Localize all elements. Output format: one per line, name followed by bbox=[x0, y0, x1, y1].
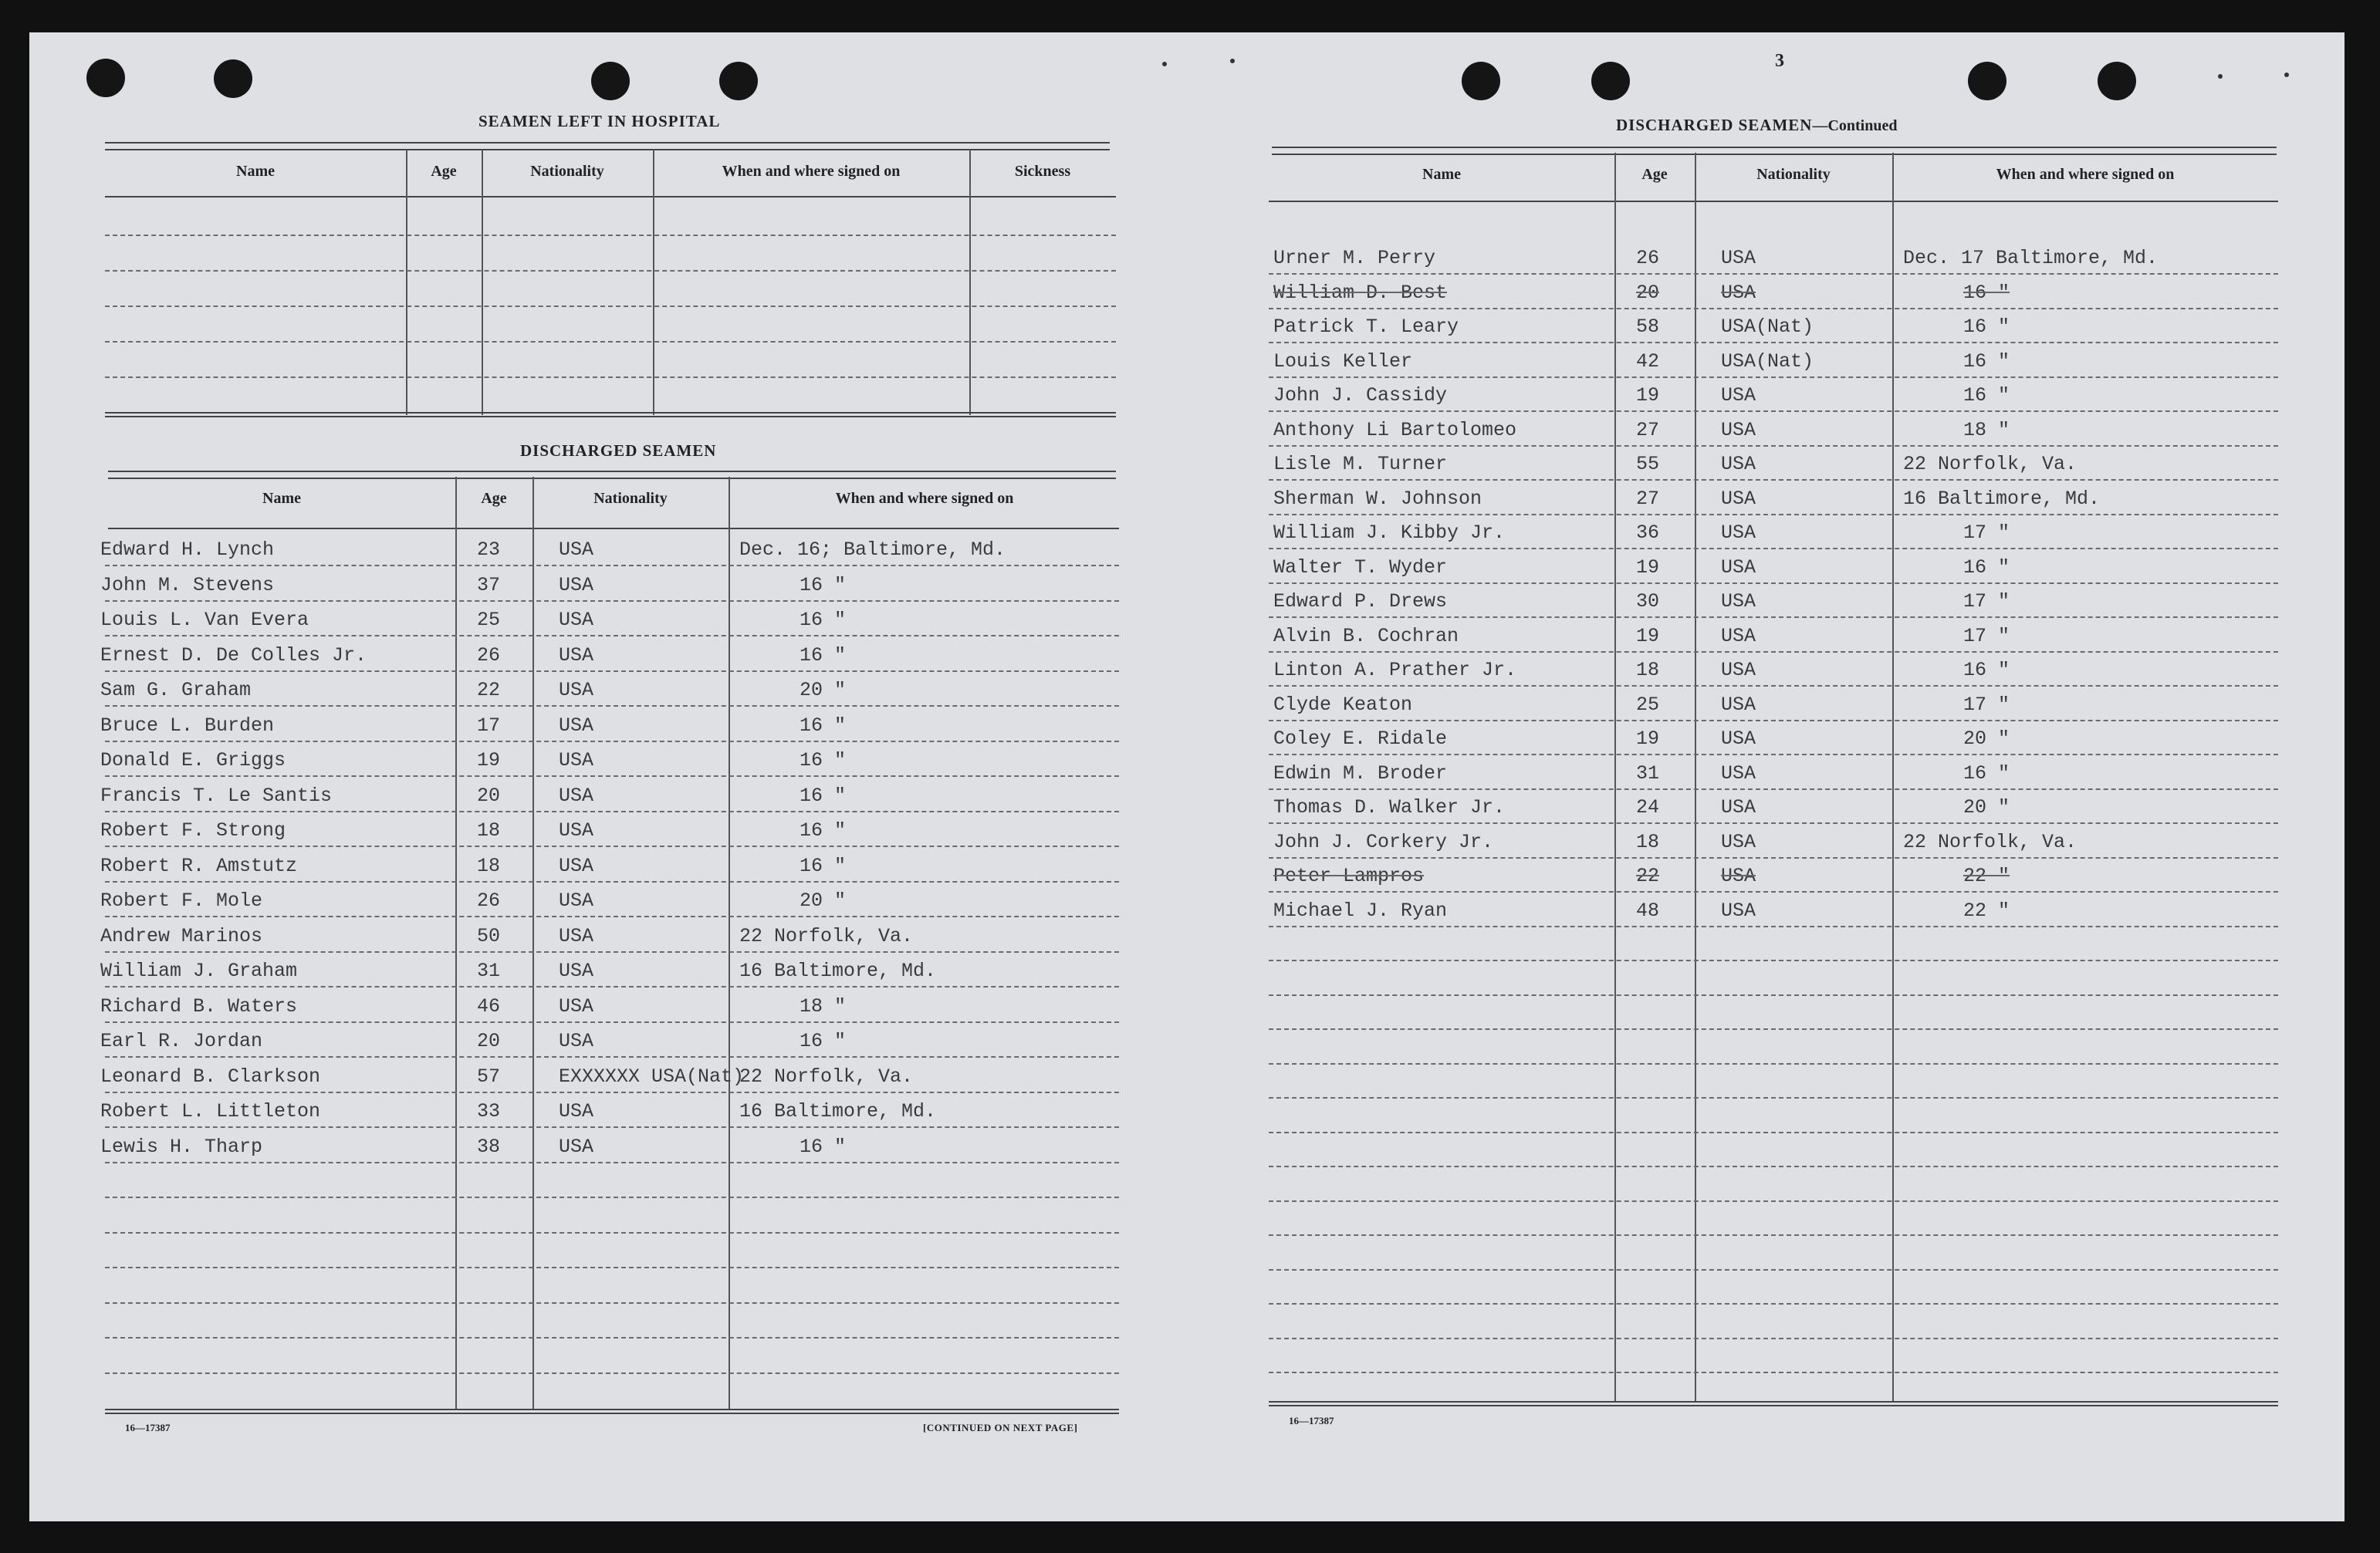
binder-hole bbox=[719, 62, 758, 100]
col-header-name: Name bbox=[1422, 165, 1461, 183]
cell-age: 30 bbox=[1636, 590, 1660, 613]
row-line bbox=[105, 600, 1119, 602]
cell-name: Edward H. Lynch bbox=[100, 538, 275, 561]
cell-name: William J. Kibby Jr. bbox=[1273, 522, 1506, 544]
cell-nationality: USA bbox=[559, 854, 594, 877]
row-line bbox=[1269, 308, 2278, 309]
row-line bbox=[105, 1232, 1119, 1234]
cell-age: 20 bbox=[1636, 281, 1660, 304]
cell-signed-on: 16 " bbox=[1963, 659, 2010, 681]
col-header-nationality: Nationality bbox=[1756, 165, 1831, 183]
cell-signed-on: Dec. 16; Baltimore, Md. bbox=[739, 538, 1006, 561]
cell-nationality: USA bbox=[1721, 693, 1756, 716]
col-header-name: Name bbox=[262, 489, 301, 507]
cell-nationality: USA bbox=[559, 784, 594, 807]
cell-nationality: USA bbox=[559, 679, 594, 701]
cell-name: Edward P. Drews bbox=[1273, 590, 1448, 613]
column-divider bbox=[969, 150, 971, 415]
cell-signed-on: 22 Norfolk, Va. bbox=[739, 924, 914, 947]
speck bbox=[2218, 74, 2223, 79]
cell-name: Urner M. Perry bbox=[1273, 247, 1436, 269]
page-number: 3 bbox=[1775, 51, 1784, 71]
cell-nationality: USA bbox=[1721, 453, 1756, 475]
row-line bbox=[105, 1092, 1119, 1093]
form-code: 16—17387 bbox=[125, 1422, 171, 1433]
cell-name: Sherman W. Johnson bbox=[1273, 487, 1482, 510]
row-line bbox=[105, 670, 1119, 672]
cell-signed-on: 16 " bbox=[800, 749, 847, 771]
discharged-continued-title-main: DISCHARGED SEAMEN bbox=[1616, 116, 1813, 134]
cell-name: William J. Graham bbox=[100, 960, 298, 982]
row-line bbox=[1269, 788, 2278, 790]
cell-age: 27 bbox=[1636, 418, 1660, 441]
row-line bbox=[1269, 342, 2278, 343]
cell-nationality: USA bbox=[559, 890, 594, 912]
binder-hole bbox=[2098, 62, 2136, 100]
cell-signed-on: 20 " bbox=[800, 679, 847, 701]
cell-signed-on: 16 " bbox=[1963, 281, 2010, 304]
cell-name: Linton A. Prather Jr. bbox=[1273, 659, 1517, 681]
cell-nationality: USA bbox=[559, 573, 594, 596]
cell-signed-on: 16 " bbox=[1963, 316, 2010, 338]
column-divider bbox=[653, 150, 654, 415]
cell-signed-on: 16 Baltimore, Md. bbox=[739, 960, 937, 982]
cell-age: 26 bbox=[477, 643, 501, 667]
cell-age: 19 bbox=[1636, 555, 1660, 579]
cell-name: John J. Corkery Jr. bbox=[1273, 830, 1494, 853]
row-line bbox=[105, 741, 1119, 742]
cell-signed-on: 17 " bbox=[1963, 522, 2010, 544]
cell-nationality: USA bbox=[1721, 487, 1756, 510]
form-code: 16—17387 bbox=[1289, 1415, 1334, 1426]
cell-age: 18 bbox=[1636, 830, 1660, 853]
cell-name: Donald E. Griggs bbox=[100, 749, 286, 771]
row-line bbox=[1269, 685, 2278, 687]
cell-name: Thomas D. Walker Jr. bbox=[1273, 796, 1506, 819]
header-rule bbox=[105, 142, 1110, 150]
row-line bbox=[105, 1372, 1119, 1374]
row-line bbox=[105, 1056, 1119, 1058]
cell-nationality: USA bbox=[1721, 555, 1756, 579]
cell-age: 27 bbox=[1636, 487, 1660, 510]
cell-name: Patrick T. Leary bbox=[1273, 316, 1459, 338]
cell-signed-on: 22 " bbox=[1963, 899, 2010, 922]
binder-hole bbox=[86, 59, 125, 97]
cell-age: 36 bbox=[1636, 522, 1660, 544]
row-line bbox=[105, 1267, 1119, 1268]
cell-nationality: USA bbox=[559, 643, 594, 667]
cell-nationality: USA bbox=[559, 994, 594, 1018]
cell-age: 22 bbox=[1636, 865, 1660, 887]
cell-nationality: USA bbox=[1721, 728, 1756, 750]
cell-signed-on: 20 " bbox=[1963, 796, 2010, 819]
col-header-age: Age bbox=[431, 162, 457, 180]
cell-nationality: USA bbox=[1721, 590, 1756, 613]
cell-nationality: USA bbox=[559, 924, 594, 947]
row-line bbox=[105, 635, 1119, 636]
cell-nationality: USA bbox=[1721, 624, 1756, 647]
header-bottom-line bbox=[105, 196, 1116, 198]
cell-name: Robert F. Mole bbox=[100, 890, 263, 912]
cell-signed-on: 16 Baltimore, Md. bbox=[739, 1100, 937, 1123]
cell-nationality: USA bbox=[1721, 418, 1756, 441]
cell-name: Edwin M. Broder bbox=[1273, 761, 1448, 785]
column-divider bbox=[1892, 153, 1894, 1403]
row-line bbox=[1269, 514, 2278, 515]
header-bottom-line bbox=[108, 528, 1119, 529]
cell-signed-on: 17 " bbox=[1963, 693, 2010, 716]
cell-name: Louis Keller bbox=[1273, 349, 1413, 373]
hospital-title: SEAMEN LEFT IN HOSPITAL bbox=[478, 112, 721, 130]
cell-signed-on: 16 " bbox=[800, 819, 847, 842]
row-line bbox=[105, 775, 1119, 777]
cell-name: Bruce L. Burden bbox=[100, 714, 275, 737]
row-line bbox=[1269, 582, 2278, 584]
cell-age: 55 bbox=[1636, 453, 1660, 475]
row-line bbox=[1269, 720, 2278, 721]
cell-name: Peter Lampros bbox=[1273, 865, 1425, 887]
row-line bbox=[1269, 1200, 2278, 1202]
cell-age: 19 bbox=[1636, 384, 1660, 407]
cell-age: 24 bbox=[1636, 796, 1660, 819]
cell-name: Robert F. Strong bbox=[100, 819, 286, 842]
table-bottom-rule bbox=[105, 412, 1116, 417]
row-line bbox=[1269, 445, 2278, 447]
cell-name: Robert R. Amstutz bbox=[100, 854, 298, 877]
row-line bbox=[105, 846, 1119, 847]
column-divider bbox=[482, 150, 483, 415]
cell-signed-on: 16 " bbox=[800, 573, 847, 596]
cell-age: 20 bbox=[477, 1030, 501, 1052]
continued-note: [CONTINUED ON NEXT PAGE] bbox=[923, 1422, 1078, 1433]
cell-signed-on: 18 " bbox=[1963, 418, 2010, 441]
cell-name: Richard B. Waters bbox=[100, 994, 298, 1018]
binder-hole bbox=[591, 62, 630, 100]
binder-hole bbox=[1968, 62, 2006, 100]
column-divider bbox=[729, 477, 730, 1410]
cell-age: 20 bbox=[477, 784, 501, 807]
cell-signed-on: 22 " bbox=[1963, 865, 2010, 887]
cell-nationality: USA(Nat) bbox=[1721, 349, 1814, 373]
row-line bbox=[1269, 616, 2278, 618]
cell-signed-on: 16 " bbox=[1963, 761, 2010, 785]
discharged-title: DISCHARGED SEAMEN bbox=[520, 441, 717, 460]
row-line bbox=[1269, 479, 2278, 481]
column-divider bbox=[1695, 153, 1696, 1403]
row-line bbox=[1269, 1097, 2278, 1099]
col-header-signed-on: When and where signed on bbox=[722, 162, 901, 180]
row-line bbox=[1269, 548, 2278, 549]
speck bbox=[1230, 59, 1235, 63]
speck bbox=[1162, 62, 1167, 66]
row-line bbox=[1269, 994, 2278, 996]
cell-signed-on: 18 " bbox=[800, 994, 847, 1018]
cell-name: John M. Stevens bbox=[100, 573, 275, 596]
table-bottom-rule bbox=[1269, 1401, 2278, 1406]
cell-nationality: USA bbox=[1721, 796, 1756, 819]
row-line bbox=[1269, 1063, 2278, 1065]
cell-nationality: USA bbox=[1721, 522, 1756, 544]
row-line bbox=[1269, 1132, 2278, 1133]
cell-age: 31 bbox=[477, 960, 501, 982]
cell-age: 50 bbox=[477, 924, 501, 947]
cell-age: 31 bbox=[1636, 761, 1660, 785]
cell-nationality: USA bbox=[559, 819, 594, 842]
cell-name: Leonard B. Clarkson bbox=[100, 1065, 321, 1088]
cell-signed-on: 22 Norfolk, Va. bbox=[1903, 830, 2077, 853]
cell-age: 48 bbox=[1636, 899, 1660, 922]
cell-age: 38 bbox=[477, 1135, 501, 1158]
cell-nationality: USA bbox=[1721, 384, 1756, 407]
col-header-age: Age bbox=[481, 489, 507, 507]
row-line bbox=[1269, 651, 2278, 653]
cell-name: Francis T. Le Santis bbox=[100, 784, 333, 807]
row-line bbox=[105, 565, 1119, 566]
cell-signed-on: 16 " bbox=[800, 643, 847, 667]
cell-age: 26 bbox=[1636, 247, 1660, 269]
row-line bbox=[105, 1162, 1119, 1163]
row-line bbox=[105, 1021, 1119, 1023]
row-line bbox=[105, 705, 1119, 707]
row-line bbox=[1269, 1338, 2278, 1339]
cell-signed-on: 17 " bbox=[1963, 590, 2010, 613]
cell-signed-on: 16 " bbox=[1963, 349, 2010, 373]
row-line bbox=[105, 270, 1116, 272]
row-line bbox=[1269, 754, 2278, 755]
cell-age: 25 bbox=[477, 609, 501, 631]
col-header-name: Name bbox=[236, 162, 275, 180]
cell-name: Coley E. Ridale bbox=[1273, 728, 1448, 750]
cell-age: 19 bbox=[1636, 728, 1660, 750]
cell-nationality: USA bbox=[559, 609, 594, 631]
cell-age: 26 bbox=[477, 890, 501, 912]
table-bottom-rule bbox=[105, 1409, 1119, 1414]
cell-nationality: USA bbox=[1721, 761, 1756, 785]
row-line bbox=[105, 881, 1119, 883]
cell-nationality: USA bbox=[559, 1100, 594, 1123]
cell-signed-on: 16 " bbox=[800, 609, 847, 631]
row-line bbox=[1269, 891, 2278, 893]
cell-age: 57 bbox=[477, 1065, 501, 1088]
cell-nationality: USA bbox=[559, 960, 594, 982]
binder-hole bbox=[1462, 62, 1500, 100]
cell-signed-on: 16 " bbox=[800, 854, 847, 877]
cell-name: Michael J. Ryan bbox=[1273, 899, 1448, 922]
cell-signed-on: 16 " bbox=[800, 784, 847, 807]
col-header-age: Age bbox=[1641, 165, 1668, 183]
cell-age: 19 bbox=[477, 749, 501, 771]
cell-name: John J. Cassidy bbox=[1273, 384, 1448, 407]
cell-age: 58 bbox=[1636, 316, 1660, 338]
row-line bbox=[1269, 273, 2278, 275]
cell-age: 18 bbox=[1636, 659, 1660, 681]
cell-signed-on: 22 Norfolk, Va. bbox=[1903, 453, 2077, 475]
discharged-continued-title bbox=[1616, 116, 1897, 135]
col-header-signed-on: When and where signed on bbox=[1996, 165, 2175, 183]
cell-name: Clyde Keaton bbox=[1273, 693, 1413, 716]
cell-age: 42 bbox=[1636, 349, 1660, 373]
cell-name: Louis L. Van Evera bbox=[100, 609, 309, 631]
cell-age: 33 bbox=[477, 1100, 501, 1123]
binder-hole bbox=[1591, 62, 1630, 100]
row-line bbox=[105, 1337, 1119, 1339]
cell-signed-on: 16 " bbox=[1963, 555, 2010, 579]
row-line bbox=[105, 306, 1116, 307]
row-line bbox=[105, 1302, 1119, 1304]
row-line bbox=[1269, 1028, 2278, 1030]
cell-nationality: USA bbox=[1721, 247, 1756, 269]
cell-nationality: USA bbox=[559, 1030, 594, 1052]
cell-nationality: USA bbox=[1721, 659, 1756, 681]
row-line bbox=[105, 235, 1116, 236]
cell-signed-on: 16 " bbox=[800, 1030, 847, 1052]
cell-nationality: USA bbox=[1721, 281, 1756, 304]
speck bbox=[2284, 73, 2289, 77]
cell-nationality: USA bbox=[559, 714, 594, 737]
cell-age: 37 bbox=[477, 573, 501, 596]
cell-name: Lewis H. Tharp bbox=[100, 1135, 263, 1158]
cell-name: William D. Best bbox=[1273, 281, 1448, 304]
row-line bbox=[105, 916, 1119, 917]
row-line bbox=[1269, 1303, 2278, 1305]
col-header-sickness: Sickness bbox=[1014, 162, 1071, 180]
cell-name: Anthony Li Bartolomeo bbox=[1273, 418, 1517, 441]
cell-nationality: USA bbox=[1721, 865, 1756, 887]
cell-age: 46 bbox=[477, 994, 501, 1018]
cell-signed-on: 20 " bbox=[800, 890, 847, 912]
cell-signed-on: 22 Norfolk, Va. bbox=[739, 1065, 914, 1088]
cell-name: Sam G. Graham bbox=[100, 679, 252, 701]
row-line bbox=[105, 951, 1119, 953]
col-header-nationality: Nationality bbox=[530, 162, 604, 180]
cell-name: Ernest D. De Colles Jr. bbox=[100, 643, 367, 667]
col-header-nationality: Nationality bbox=[593, 489, 668, 507]
cell-signed-on: 20 " bbox=[1963, 728, 2010, 750]
row-line bbox=[1269, 1269, 2278, 1271]
cell-signed-on: 16 Baltimore, Md. bbox=[1903, 487, 2101, 510]
cell-name: Andrew Marinos bbox=[100, 924, 263, 947]
column-divider bbox=[1614, 153, 1616, 1403]
cell-nationality: USA bbox=[559, 1135, 594, 1158]
cell-name: Earl R. Jordan bbox=[100, 1030, 263, 1052]
row-line bbox=[1269, 1166, 2278, 1167]
cell-name: Robert L. Littleton bbox=[100, 1100, 321, 1123]
cell-age: 19 bbox=[1636, 624, 1660, 647]
row-line bbox=[105, 1126, 1119, 1128]
cell-signed-on: 16 " bbox=[800, 1135, 847, 1158]
row-line bbox=[105, 986, 1119, 988]
cell-age: 22 bbox=[477, 679, 501, 701]
column-divider bbox=[406, 150, 407, 415]
cell-nationality: USA bbox=[1721, 830, 1756, 853]
col-header-signed-on: When and where signed on bbox=[835, 489, 1014, 507]
cell-nationality: USA(Nat) bbox=[1721, 316, 1814, 338]
row-line bbox=[1269, 376, 2278, 378]
header-bottom-line bbox=[1269, 201, 2278, 202]
cell-nationality: EXXXXXX USA(Nat) bbox=[559, 1065, 745, 1088]
cell-signed-on: 16 " bbox=[1963, 384, 2010, 407]
cell-name: Alvin B. Cochran bbox=[1273, 624, 1459, 647]
cell-nationality: USA bbox=[1721, 899, 1756, 922]
row-line bbox=[1269, 410, 2278, 412]
cell-age: 25 bbox=[1636, 693, 1660, 716]
cell-age: 18 bbox=[477, 819, 501, 842]
cell-nationality: USA bbox=[559, 538, 594, 561]
row-line bbox=[105, 811, 1119, 812]
cell-signed-on: Dec. 17 Baltimore, Md. bbox=[1903, 247, 2159, 269]
cell-age: 18 bbox=[477, 854, 501, 877]
cell-age: 17 bbox=[477, 714, 501, 737]
cell-signed-on: 17 " bbox=[1963, 624, 2010, 647]
row-line bbox=[105, 341, 1116, 343]
cell-name: Walter T. Wyder bbox=[1273, 555, 1448, 579]
row-line bbox=[105, 376, 1116, 378]
cell-age: 23 bbox=[477, 538, 501, 561]
row-line bbox=[1269, 1372, 2278, 1373]
cell-name: Lisle M. Turner bbox=[1273, 453, 1448, 475]
row-line bbox=[1269, 960, 2278, 961]
row-line bbox=[105, 1197, 1119, 1198]
cell-signed-on: 16 " bbox=[800, 714, 847, 737]
continued-suffix: —Continued bbox=[1812, 117, 1898, 134]
row-line bbox=[1269, 1234, 2278, 1236]
cell-nationality: USA bbox=[559, 749, 594, 771]
row-line bbox=[1269, 926, 2278, 927]
row-line bbox=[1269, 822, 2278, 824]
column-divider bbox=[455, 477, 457, 1410]
row-line bbox=[1269, 857, 2278, 859]
column-divider bbox=[532, 477, 534, 1410]
binder-hole bbox=[214, 59, 252, 98]
